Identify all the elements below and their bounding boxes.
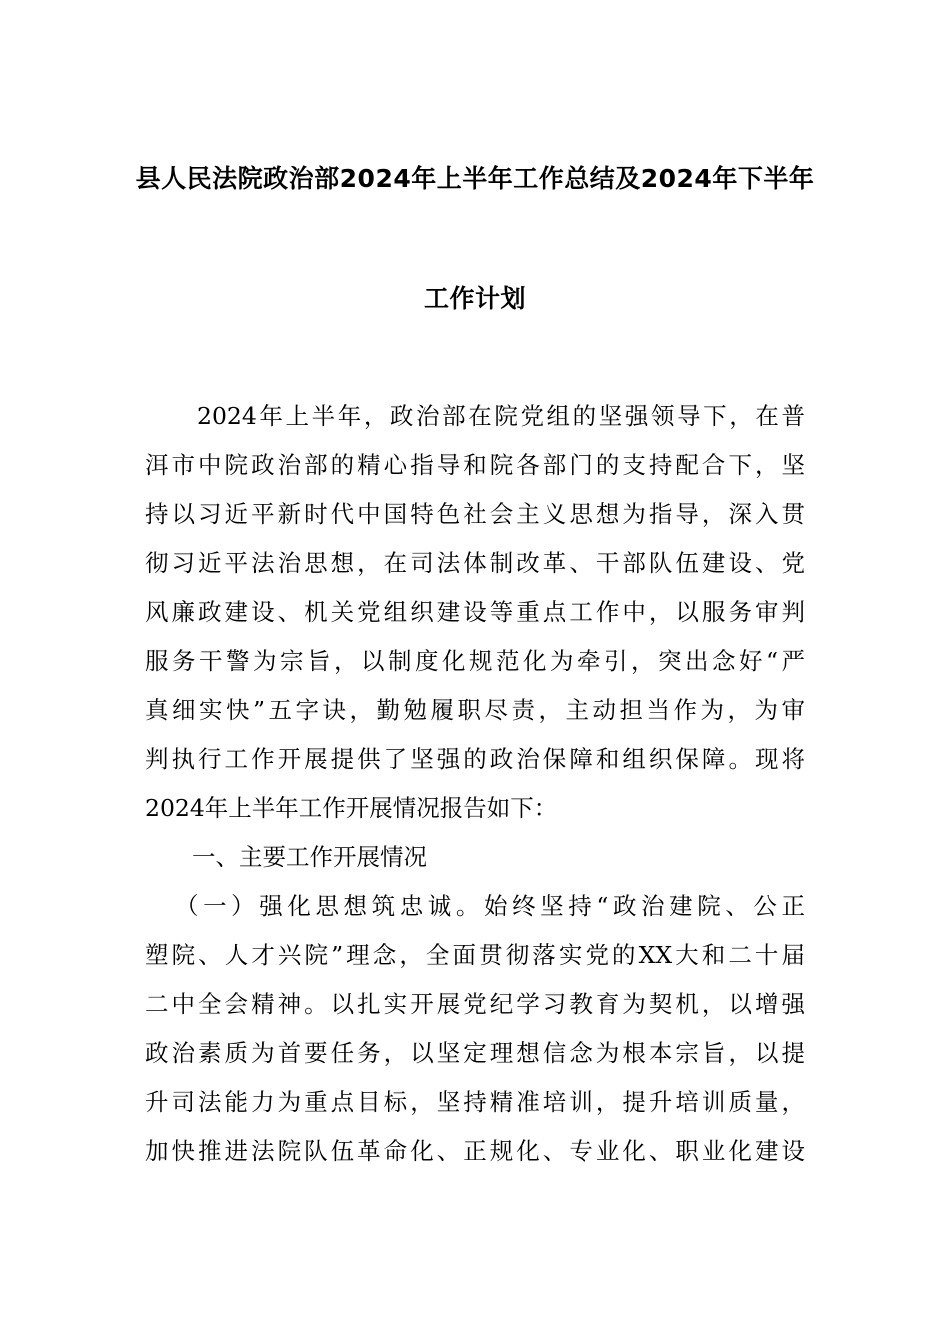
body-line-2: 洱市中院政治部的精心指导和院各部门的支持配合下，坚 [145, 451, 805, 479]
body-line-13: 二中全会精神。以扎实开展党纪学习教育为契机，以增强 [145, 990, 805, 1018]
body-line-14: 政治素质为首要任务，以坚定理想信念为根本宗旨，以提 [145, 1039, 805, 1067]
document-title-line-1: 县人民法院政治部2024年上半年工作总结及2024年下半年 [135, 164, 815, 193]
body-line-12: 塑院、人才兴院”理念，全面贯彻落实党的XX大和二十届 [145, 941, 805, 969]
body-line-4: 彻习近平法治思想，在司法体制改革、干部队伍建设、党 [145, 549, 805, 577]
body-line-6: 服务干警为宗旨，以制度化规范化为牵引，突出念好“严 [145, 647, 805, 675]
body-line-8: 判执行工作开展提供了坚强的政治保障和组织保障。现将 [145, 745, 805, 773]
body-line-16: 加快推进法院队伍革命化、正规化、专业化、职业化建设 [145, 1137, 805, 1165]
body-line-11: （一）强化思想筑忠诚。始终坚持“政治建院、公正 [175, 892, 805, 920]
body-line-15: 升司法能力为重点目标，坚持精准培训，提升培训质量， [145, 1088, 805, 1116]
body-line-1: 2024年上半年，政治部在院党组的坚强领导下，在普 [197, 402, 805, 430]
body-line-5: 风廉政建设、机关党组织建设等重点工作中，以服务审判 [145, 598, 805, 626]
body-line-3: 持以习近平新时代中国特色社会主义思想为指导，深入贯 [145, 500, 805, 528]
body-line-7: 真细实快”五字诀，勤勉履职尽责，主动担当作为，为审 [145, 696, 805, 724]
body-line-9: 2024年上半年工作开展情况报告如下： [145, 794, 558, 822]
document-title-line-2: 工作计划 [423, 284, 526, 313]
section-heading: 一、主要工作开展情况 [192, 843, 427, 871]
